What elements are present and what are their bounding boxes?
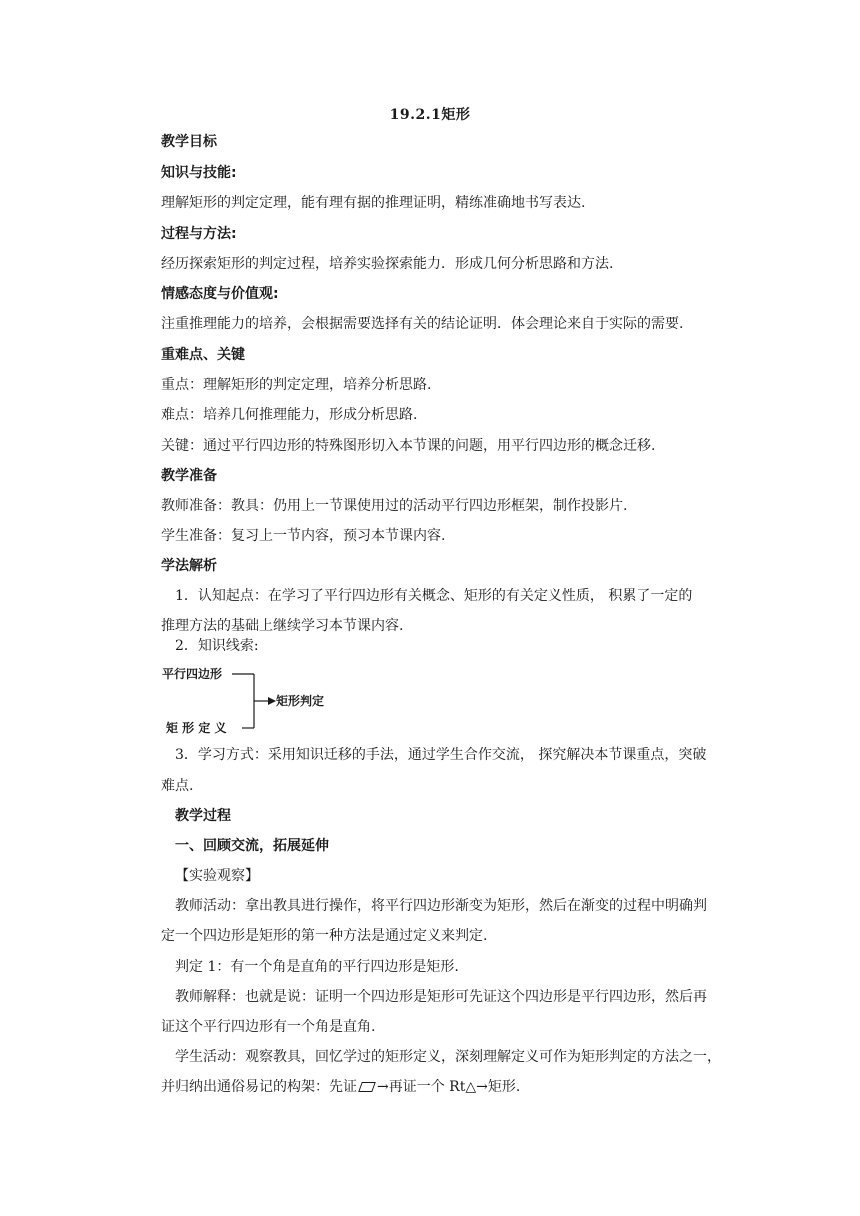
prep-teacher: 教师准备：教具：仍用上一节课使用过的活动平行四边形框架，制作投影片. [161, 498, 628, 514]
teacher-activity-line-a: 教师活动：拿出教具进行操作，将平行四边形渐变为矩形，然后在渐变的过程中明确判 [175, 898, 707, 914]
method-3-line-a: 3．学习方式：采用知识迁移的手法，通过学生合作交流， 探究解决本节课重点，突破 [175, 747, 707, 763]
heading-prep: 教学准备 [161, 468, 217, 484]
method-1-line-b: 推理方法的基础上继续学习本节课内容. [161, 618, 404, 634]
keypoint-1: 重点：理解矩形的判定定理，培养分析思路. [161, 377, 432, 393]
heading-section-1: 一、回顾交流，拓展延伸 [175, 838, 329, 854]
heading-keypoints: 重难点、关键 [161, 347, 245, 363]
student-activity-suffix: →再证一个 Rt△→矩形. [377, 1079, 521, 1095]
diagram-bottom-label: 矩 形 定 义 [166, 721, 227, 735]
teacher-explain-line-a: 教师解释：也就是说：证明一个四边形是矩形可先证这个四边形是平行四边形，然后再 [175, 989, 707, 1005]
student-activity-prefix: 并归纳出通俗易记的构架：先证 [161, 1079, 357, 1095]
experiment-observe: 【实验观察】 [175, 868, 259, 884]
student-activity-line-a: 学生活动：观察教具，回忆学过的矩形定义，深刻理解定义可作为矩形判定的方法之一， [175, 1049, 721, 1065]
arrow-right-icon [268, 697, 276, 705]
method-3-line-b: 难点. [161, 778, 194, 794]
attitude-text: 注重推理能力的培养，会根据需要选择有关的结论证明．体会理论来自于实际的需要. [161, 316, 684, 332]
prep-student: 学生准备：复习上一节内容，预习本节课内容. [161, 528, 446, 544]
method-1-line-a: 1．认知起点：在学习了平行四边形有关概念、矩形的有关定义性质， 积累了一定的 [175, 588, 693, 604]
keypoint-2: 难点：培养几何推理能力，形成分析思路. [161, 407, 418, 423]
heading-procedure: 教学过程 [175, 808, 231, 824]
heading-knowledge: 知识与技能: [161, 165, 237, 181]
diagram-top-label: 平行四边形 [162, 667, 223, 681]
process-text: 经历探索矩形的判定过程，培养实验探索能力．形成几何分析思路和方法. [161, 256, 614, 272]
teacher-explain-line-b: 证这个平行四边形有一个角是直角. [161, 1019, 376, 1035]
page-title: 19.2.1矩形 [389, 107, 471, 123]
student-activity-line-b [161, 1077, 730, 1097]
teacher-activity-line-b: 定一个四边形是矩形的第一种方法是通过定义来判定. [161, 928, 488, 944]
keypoint-3: 关键：通过平行四边形的特殊图形切入本节课的问题，用平行四边形的概念迁移. [161, 438, 656, 454]
heading-goals: 教学目标 [161, 134, 217, 150]
parallelogram-icon [358, 1082, 376, 1092]
knowledge-text: 理解矩形的判定定理，能有理有据的推理证明，精练准确地书写表达. [161, 195, 586, 211]
heading-process: 过程与方法: [161, 226, 237, 242]
judgement-1: 判定 1：有一个角是直角的平行四边形是矩形. [175, 959, 459, 975]
heading-attitude: 情感态度与价值观: [161, 286, 279, 302]
heading-method: 学法解析 [161, 558, 217, 574]
knowledge-clue-diagram [158, 660, 338, 740]
method-2: 2．知识线索: [175, 638, 259, 654]
diagram-result-label: 矩形判定 [276, 694, 325, 708]
